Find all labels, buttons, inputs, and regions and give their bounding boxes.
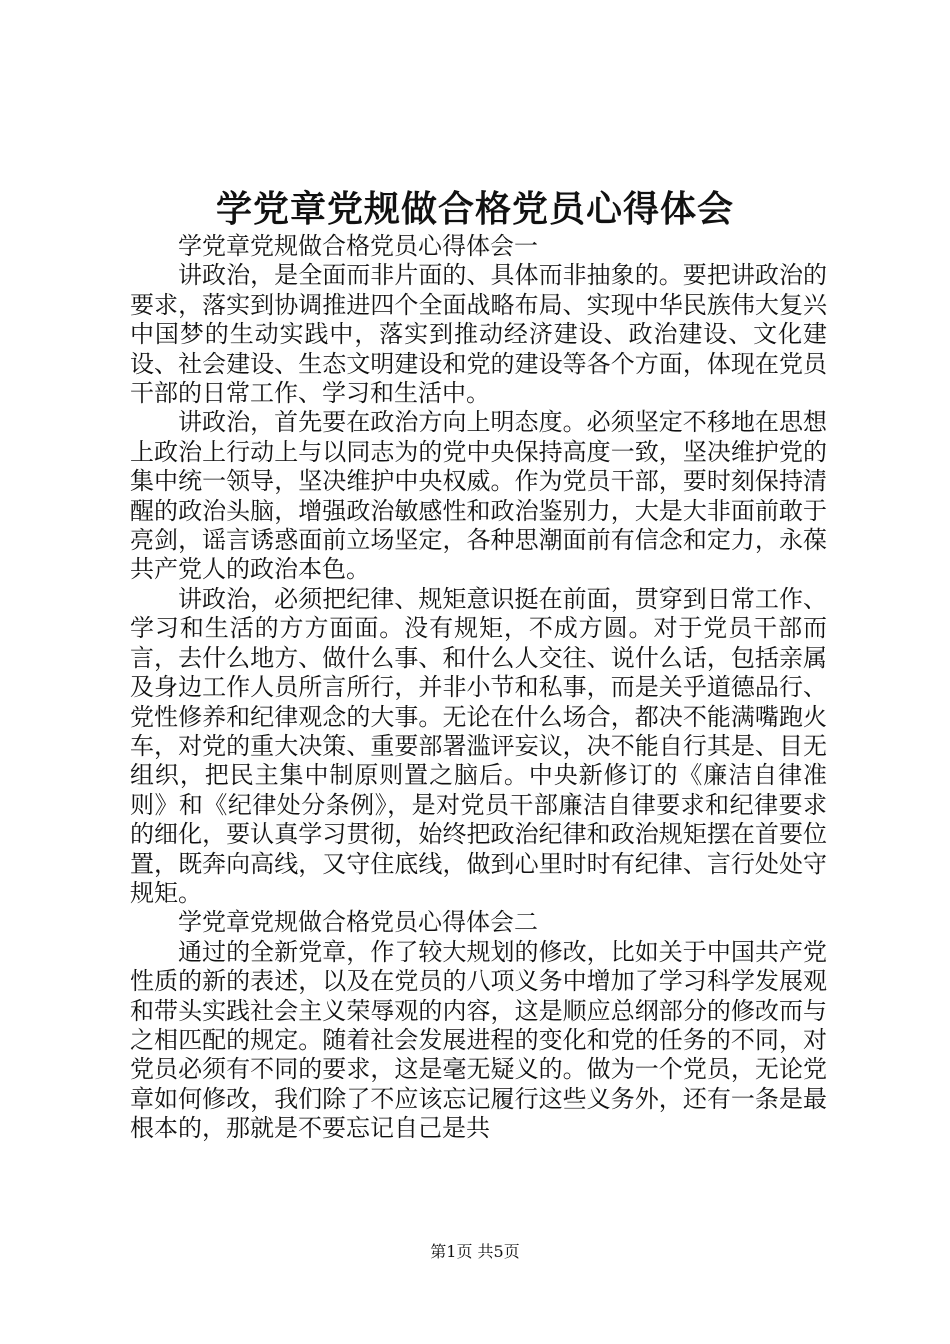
paragraph: 讲政治，必须把纪律、规矩意识挺在前面，贯穿到日常工作、学习和生活的方方面面。没有规矩，不成方圆。对于党员干部而言，去什么地方、做什么事、和什么人交往、说什么话，包括亲属及身边工作人员所言所行，并非小节和私事，而是关乎道德品行、党性修养和纪律观念的大事。无论在什么场合，都决不能满嘴跑火车，对党的重大决策、重要部署滥评妄议，决不能自行其是、目无组织，把民主集中制原则置之脑后。中央新修订的《廉洁自律准则》和《纪律处分条例》，是对党员干部廉洁自律要求和纪律要求的细化，要认真学习贯彻，始终把政治纪律和政治规矩摆在首要位置，既奔向高线，又守住底线，做到心里时时有纪律、言行处处守规矩。 (130, 584, 827, 907)
paragraph: 讲政治，首先要在政治方向上明态度。必须坚定不移地在思想上政治上行动上与以同志为的党中央保持高度一致，坚决维护党的集中统一领导，坚决维护中央权威。作为党员干部，要时刻保持清醒的政治头脑，增强政治敏感性和政治鉴别力，大是大非面前敢于亮剑，谣言诱惑面前立场坚定，各种思潮面前有信念和定力，永葆共产党人的政治本色。 (130, 408, 827, 584)
document-body (130, 232, 827, 1144)
document-title: 学党章党规做合格党员心得体会 (215, 188, 734, 230)
page-number-footer: 第1页 共5页 (430, 1242, 520, 1261)
paragraph: 讲政治，是全面而非片面的、具体而非抽象的。要把讲政治的要求，落实到协调推进四个全面战略布局、实现中华民族伟大复兴中国梦的生动实践中，落实到推动经济建设、政治建设、文化建设、社会建设、生态文明建设和党的建设等各个方面，体现在党员干部的日常工作、学习和生活中。 (130, 261, 827, 408)
section-heading-2: 学党章党规做合格党员心得体会二 (178, 908, 538, 937)
section-heading-1: 学党章党规做合格党员心得体会一 (178, 232, 538, 260)
paragraph: 通过的全新党章，作了较大规划的修改，比如关于中国共产党性质的新的表述，以及在党员的八项义务中增加了学习科学发展观和带头实践社会主义荣辱观的内容，这是顺应总纲部分的修改而与之相匹配的规定。随着社会发展进程的变化和党的任务的不同，对党员必须有不同的要求，这是毫无疑义的。做为一个党员，无论党章如何修改，我们除了不应该忘记履行这些义务外，还有一条是最根本的，那就是不要忘记自己是共 (130, 937, 827, 1143)
